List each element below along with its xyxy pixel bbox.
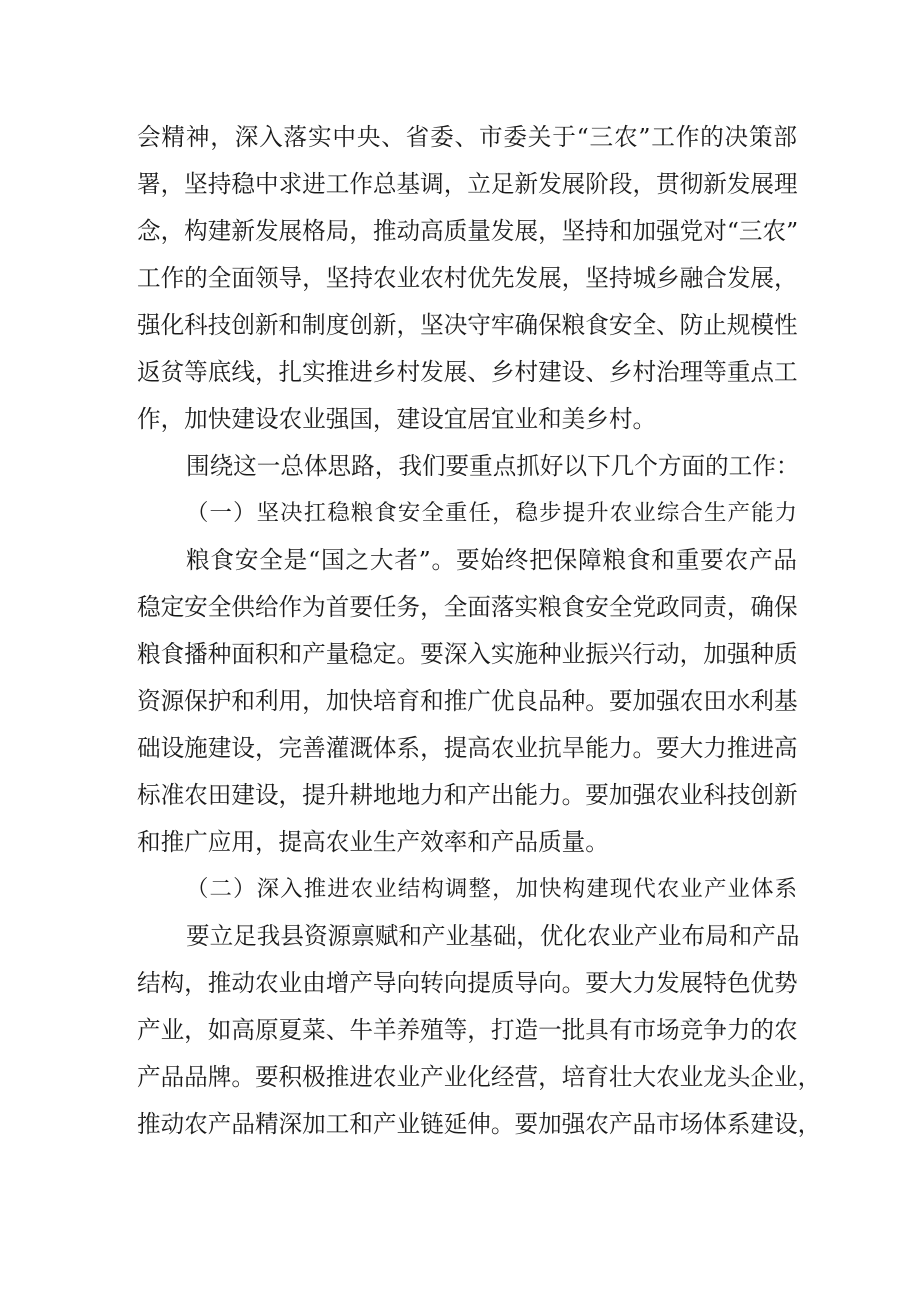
text-line: 稳定安全供给作为首要任务，全面落实粮食安全党政同责，确保	[137, 593, 798, 621]
text-line: 和推广应用，提高农业生产效率和产品质量。	[137, 828, 609, 856]
text-line: 要立足我县资源禀赋和产业基础，优化农业产业布局和产品	[186, 922, 800, 950]
text-line: 强化科技创新和制度创新，坚决守牢确保粮食安全、防止规模性	[137, 311, 798, 339]
paragraph-intro: 围绕这一总体思路，我们要重点抓好以下几个方面的工作：	[186, 452, 800, 480]
text-line: 产业，如高原夏菜、牛羊养殖等，打造一批具有市场竞争力的农	[137, 1016, 798, 1044]
section-heading-1: （一）坚决扛稳粮食安全重任，稳步提升农业综合生产能力	[186, 500, 797, 526]
text-line: 工作的全面领导，坚持农业农村优先发展，坚持城乡融合发展，	[137, 264, 798, 292]
text-line: 产品品牌。要积极推进农业产业化经营，培育壮大农业龙头企业，	[137, 1063, 822, 1091]
text-line: 础设施建设，完善灌溉体系，提高农业抗旱能力。要大力推进高	[137, 734, 798, 762]
text-line: 标准农田建设，提升耕地地力和产出能力。要加强农业科技创新	[137, 781, 798, 809]
text-line: 返贫等底线，扎实推进乡村发展、乡村建设、乡村治理等重点工	[137, 358, 798, 386]
text-line: 会精神，深入落实中央、省委、市委关于“三农”工作的决策部	[137, 123, 797, 151]
text-line: 结构，推动农业由增产导向转向提质导向。要大力发展特色优势	[137, 969, 798, 997]
text-line: 念，构建新发展格局，推动高质量发展，坚持和加强党对“三农”	[137, 217, 799, 245]
text-line: 资源保护和利用，加快培育和推广优良品种。要加强农田水利基	[137, 687, 798, 715]
text-line: 推动农产品精深加工和产业链延伸。要加强农产品市场体系建设，	[137, 1110, 822, 1138]
text-line: 作，加快建设农业强国，建设宜居宜业和美乡村。	[137, 405, 657, 433]
section-heading-2: （二）深入推进农业结构调整，加快构建现代农业产业体系	[186, 876, 797, 902]
text-line: 粮食播种面积和产量稳定。要深入实施种业振兴行动，加强种质	[137, 640, 798, 668]
text-line: 粮食安全是“国之大者”。要始终把保障粮食和重要农产品	[186, 546, 797, 574]
text-line: 署，坚持稳中求进工作总基调，立足新发展阶段，贯彻新发展理	[137, 170, 798, 198]
